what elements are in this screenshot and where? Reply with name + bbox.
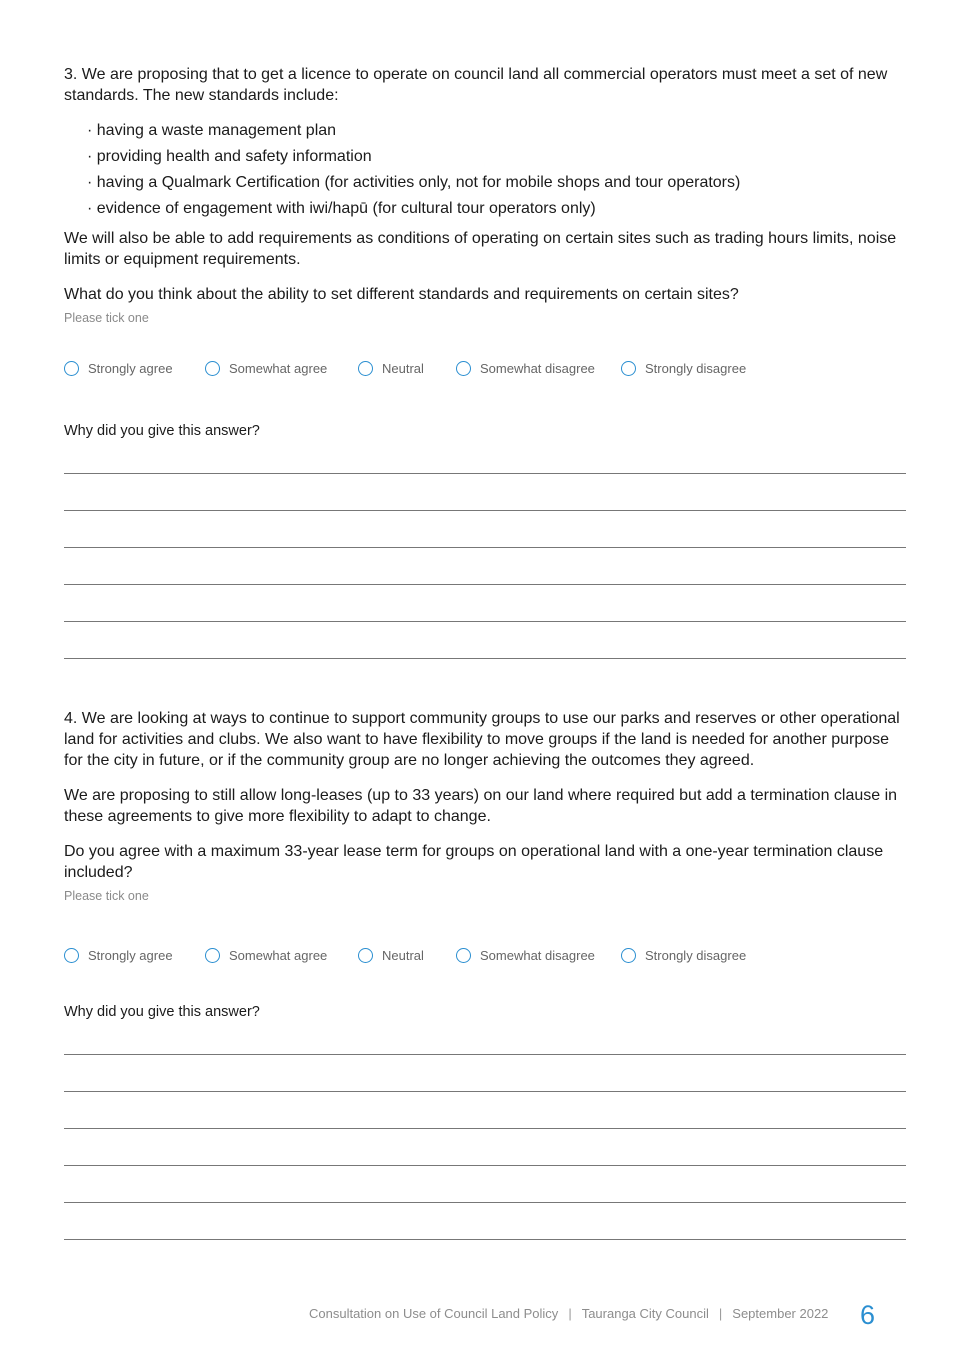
- option-label: Somewhat agree: [229, 360, 328, 376]
- radio-circle-icon[interactable]: [456, 948, 471, 963]
- footer-organisation: Tauranga City Council: [581, 1305, 709, 1321]
- q3-standards-list: [64, 120, 906, 219]
- q3-option-somewhat-disagree[interactable]: [456, 361, 621, 376]
- option-label: Somewhat disagree: [480, 360, 595, 376]
- q3-why-label: Why did you give this answer?: [64, 423, 260, 439]
- page-footer: [309, 1304, 828, 1322]
- question-4: [64, 708, 906, 904]
- footer-separator: |: [568, 1305, 572, 1321]
- footer-date: September 2022: [732, 1305, 829, 1321]
- radio-circle-icon[interactable]: [456, 361, 471, 376]
- option-label: Somewhat agree: [229, 947, 328, 963]
- answer-line[interactable]: [64, 474, 906, 511]
- radio-circle-icon[interactable]: [358, 361, 373, 376]
- radio-circle-icon[interactable]: [621, 361, 636, 376]
- option-label: Strongly agree: [88, 360, 173, 376]
- answer-line[interactable]: [64, 622, 906, 659]
- q3-intro: 3. We are proposing that to get a licence to operate on council land all commercial operators must meet a set of new standards. The new standards include:: [64, 66, 888, 104]
- q4-option-strongly-agree[interactable]: [64, 948, 205, 963]
- footer-doc-title: Consultation on Use of Council Land Policy: [309, 1305, 559, 1321]
- answer-line[interactable]: [64, 1166, 906, 1203]
- q4-hint: Please tick one: [64, 889, 149, 903]
- q4-option-strongly-disagree[interactable]: [621, 948, 746, 963]
- q3-hint: Please tick one: [64, 311, 149, 325]
- answer-line[interactable]: [64, 1055, 906, 1092]
- q3-bullet: · providing health and safety information: [87, 146, 906, 167]
- q4-answer-lines: [64, 1018, 906, 1240]
- q4-option-neutral[interactable]: [358, 948, 456, 963]
- q4-option-somewhat-agree[interactable]: [205, 948, 358, 963]
- q3-option-neutral[interactable]: [358, 361, 456, 376]
- q4-followup: We are proposing to still allow long-leases (up to 33 years) on our land where required but add a termination clause in these agreements to give more flexibility to adapt to change.: [64, 787, 898, 825]
- radio-circle-icon[interactable]: [205, 361, 220, 376]
- q4-question: Do you agree with a maximum 33-year lease term for groups on operational land with a one-year termination clause included?: [64, 843, 884, 881]
- q3-options: [64, 358, 906, 378]
- q4-option-somewhat-disagree[interactable]: [456, 948, 621, 963]
- radio-circle-icon[interactable]: [621, 948, 636, 963]
- answer-line[interactable]: [64, 1092, 906, 1129]
- option-label: Neutral: [382, 947, 424, 963]
- q3-option-somewhat-agree[interactable]: [205, 361, 358, 376]
- option-label: Somewhat disagree: [480, 947, 595, 963]
- q3-bullet: · having a waste management plan: [87, 120, 906, 141]
- q4-intro: 4. We are looking at ways to continue to support community groups to use our parks and reserves or other operational land for activities and clubs. We also want to have flexibility to move groups if the land is needed for another purpose for the city in future, or if the community group are no longer achieving the outcomes they agreed.: [64, 710, 900, 769]
- footer-separator: |: [718, 1305, 723, 1321]
- question-3: [64, 64, 906, 326]
- answer-line[interactable]: [64, 548, 906, 585]
- radio-circle-icon[interactable]: [205, 948, 220, 963]
- answer-line[interactable]: [64, 437, 906, 474]
- option-label: Strongly agree: [88, 947, 173, 963]
- q3-bullet: · having a Qualmark Certification (for activities only, not for mobile shops and tour operators): [87, 172, 906, 193]
- option-label: Strongly disagree: [645, 947, 747, 963]
- q3-answer-lines: [64, 437, 906, 659]
- option-label: Strongly disagree: [645, 360, 747, 376]
- answer-line[interactable]: [64, 585, 906, 622]
- answer-line[interactable]: [64, 511, 906, 548]
- option-label: Neutral: [382, 360, 424, 376]
- q3-option-strongly-agree[interactable]: [64, 361, 205, 376]
- page-number: 6: [860, 1300, 876, 1330]
- q4-why-label: Why did you give this answer?: [64, 1004, 260, 1020]
- answer-line[interactable]: [64, 1129, 906, 1166]
- answer-line[interactable]: [64, 1018, 906, 1055]
- radio-circle-icon[interactable]: [358, 948, 373, 963]
- q4-options: [64, 945, 906, 965]
- radio-circle-icon[interactable]: [64, 948, 79, 963]
- radio-circle-icon[interactable]: [64, 361, 79, 376]
- answer-line[interactable]: [64, 1203, 906, 1240]
- q3-question: What do you think about the ability to set different standards and requirements on certain sites?: [64, 286, 739, 303]
- q3-option-strongly-disagree[interactable]: [621, 361, 746, 376]
- q3-followup: We will also be able to add requirements as conditions of operating on certain sites such as trading hours limits, noise limits or equipment requirements.: [64, 230, 897, 268]
- q3-bullet: · evidence of engagement with iwi/hapū (for cultural tour operators only): [87, 198, 906, 219]
